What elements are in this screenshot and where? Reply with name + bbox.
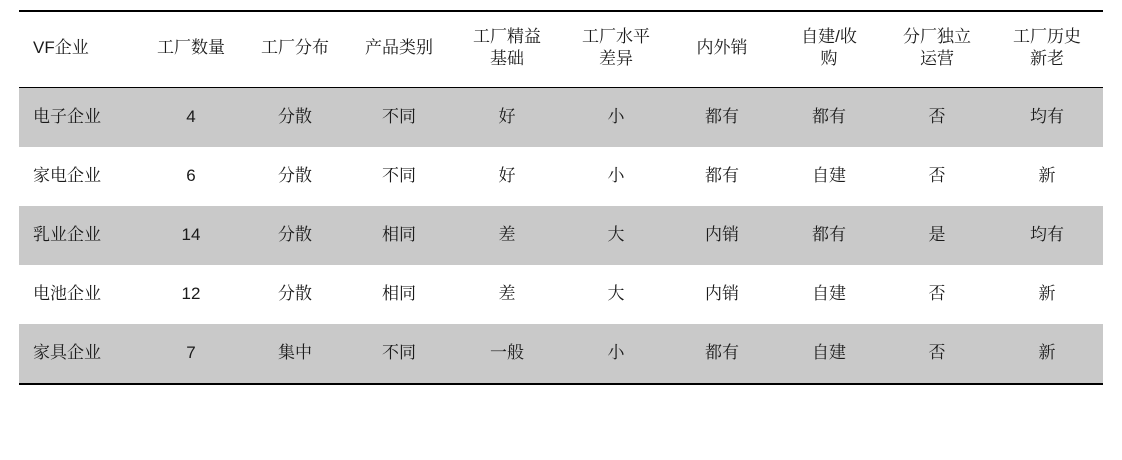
cell-level-difference: 大	[563, 206, 669, 265]
cell-level-difference: 大	[563, 265, 669, 324]
table-row	[19, 206, 1103, 265]
column-header-level-difference	[563, 11, 669, 87]
cell-domestic-export: 都有	[669, 324, 775, 384]
column-header-product-category	[347, 11, 451, 87]
header-line-1: 自建/收	[801, 27, 857, 46]
header-line-2: 差异	[599, 49, 633, 69]
cell-factory-count: 14	[139, 206, 243, 265]
cell-enterprise-name: 电池企业	[19, 265, 139, 324]
cell-factory-count: 4	[139, 87, 243, 147]
header-line-2: 购	[820, 49, 838, 69]
cell-product-category: 相同	[347, 206, 451, 265]
table-row	[19, 147, 1103, 206]
cell-factory-age: 新	[991, 265, 1103, 324]
header-line-1: VF企业	[33, 38, 89, 58]
header-line-2: 运营	[920, 49, 954, 69]
header-line-1: 工厂分布	[261, 38, 329, 58]
cell-build-or-acquire: 都有	[775, 206, 883, 265]
cell-independent-operation: 否	[883, 265, 991, 324]
cell-domestic-export: 内销	[669, 206, 775, 265]
column-header-domestic-export	[669, 11, 775, 87]
cell-product-category: 不同	[347, 324, 451, 384]
cell-lean-foundation: 一般	[451, 324, 563, 384]
column-header-factory-count	[139, 11, 243, 87]
cell-enterprise-name: 家电企业	[19, 147, 139, 206]
header-line-1: 工厂精益	[473, 27, 541, 46]
cell-factory-age: 均有	[991, 206, 1103, 265]
cell-factory-age: 新	[991, 147, 1103, 206]
cell-factory-distribution: 分散	[243, 87, 347, 147]
cell-lean-foundation: 好	[451, 87, 563, 147]
cell-lean-foundation: 差	[451, 206, 563, 265]
column-header-lean-foundation	[451, 11, 563, 87]
header-row	[19, 11, 1103, 87]
cell-product-category: 相同	[347, 265, 451, 324]
column-header-independent-operation	[883, 11, 991, 87]
header-line-1: 工厂历史	[1013, 27, 1081, 46]
cell-build-or-acquire: 自建	[775, 265, 883, 324]
cell-factory-age: 均有	[991, 87, 1103, 147]
cell-lean-foundation: 好	[451, 147, 563, 206]
cell-build-or-acquire: 自建	[775, 324, 883, 384]
cell-level-difference: 小	[563, 324, 669, 384]
cell-factory-distribution: 分散	[243, 147, 347, 206]
cell-domestic-export: 内销	[669, 265, 775, 324]
cell-build-or-acquire: 都有	[775, 87, 883, 147]
cell-level-difference: 小	[563, 87, 669, 147]
header-line-1: 工厂数量	[157, 38, 225, 58]
cell-domestic-export: 都有	[669, 147, 775, 206]
column-header-factory-distribution	[243, 11, 347, 87]
cell-factory-age: 新	[991, 324, 1103, 384]
cell-build-or-acquire: 自建	[775, 147, 883, 206]
column-header-factory-age	[991, 11, 1103, 87]
cell-level-difference: 小	[563, 147, 669, 206]
cell-enterprise-name: 电子企业	[19, 87, 139, 147]
table-container	[0, 10, 1122, 460]
cell-factory-count: 12	[139, 265, 243, 324]
column-header-build-or-acquire	[775, 11, 883, 87]
table-row	[19, 265, 1103, 324]
cell-enterprise-name: 家具企业	[19, 324, 139, 384]
cell-factory-distribution: 集中	[243, 324, 347, 384]
cell-independent-operation: 否	[883, 147, 991, 206]
header-line-2: 基础	[490, 49, 524, 69]
header-line-1: 工厂水平	[582, 27, 650, 46]
cell-factory-distribution: 分散	[243, 206, 347, 265]
cell-lean-foundation: 差	[451, 265, 563, 324]
cell-independent-operation: 否	[883, 324, 991, 384]
cell-product-category: 不同	[347, 147, 451, 206]
table-body	[19, 87, 1103, 384]
cell-independent-operation: 否	[883, 87, 991, 147]
header-line-1: 内外销	[696, 38, 748, 58]
cell-factory-distribution: 分散	[243, 265, 347, 324]
column-header-vf-enterprise	[19, 11, 139, 87]
table-row	[19, 324, 1103, 384]
cell-factory-count: 7	[139, 324, 243, 384]
cell-factory-count: 6	[139, 147, 243, 206]
comparison-table	[19, 10, 1103, 385]
header-line-1: 分厂独立	[903, 27, 971, 46]
table-header	[19, 11, 1103, 87]
cell-product-category: 不同	[347, 87, 451, 147]
header-line-2: 新老	[1030, 49, 1064, 69]
cell-independent-operation: 是	[883, 206, 991, 265]
cell-domestic-export: 都有	[669, 87, 775, 147]
header-line-1: 产品类别	[365, 38, 433, 58]
cell-enterprise-name: 乳业企业	[19, 206, 139, 265]
table-row	[19, 87, 1103, 147]
